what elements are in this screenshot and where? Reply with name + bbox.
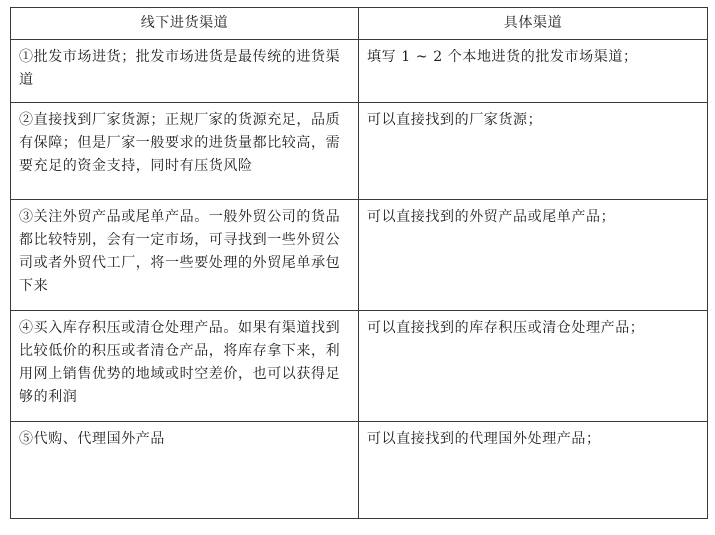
table-row [11, 200, 708, 311]
channel-cell: 可以直接找到的代理国外处理产品； [359, 422, 708, 519]
header-specific-channel: 具体渠道 [359, 8, 708, 40]
method-cell: ①批发市场进货；批发市场进货是最传统的进货渠道 [11, 40, 359, 103]
channel-cell: 可以直接找到的厂家货源； [359, 103, 708, 200]
channel-table [10, 7, 708, 519]
header-offline-channel: 线下进货渠道 [11, 8, 359, 40]
channel-cell: 填写 1 ~ 2 个本地进货的批发市场渠道； [359, 40, 708, 103]
table-row [11, 40, 708, 103]
channel-cell: 可以直接找到的库存积压或清仓处理产品； [359, 311, 708, 422]
method-cell: ③关注外贸产品或尾单产品。一般外贸公司的货品都比较特别，会有一定市场，可寻找到一些外贸公司或者外贸代工厂，将一些要处理的外贸尾单承包下来 [11, 200, 359, 311]
table-row [11, 422, 708, 519]
method-cell: ②直接找到厂家货源；正规厂家的货源充足，品质有保障；但是厂家一般要求的进货量都比较高，需要充足的资金支持，同时有压货风险 [11, 103, 359, 200]
table-row [11, 311, 708, 422]
method-cell: ⑤代购、代理国外产品 [11, 422, 359, 519]
table-row [11, 103, 708, 200]
table-header-row [11, 8, 708, 40]
channel-cell: 可以直接找到的外贸产品或尾单产品； [359, 200, 708, 311]
method-cell: ④买入库存积压或清仓处理产品。如果有渠道找到比较低价的积压或者清仓产品，将库存拿下来，利用网上销售优势的地域或时空差价，也可以获得足够的利润 [11, 311, 359, 422]
